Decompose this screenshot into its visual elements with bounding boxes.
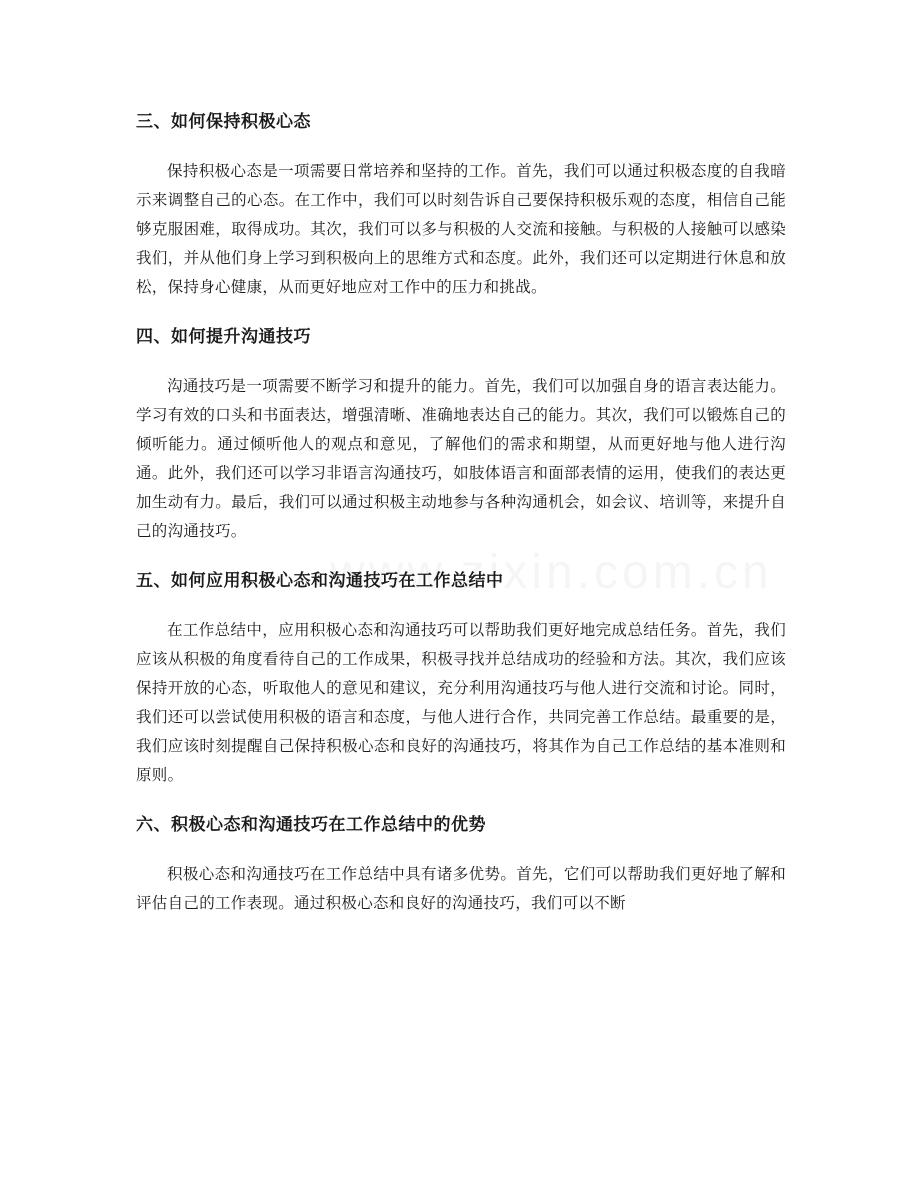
section-paragraph: 积极心态和沟通技巧在工作总结中具有诸多优势。首先，它们可以帮助我们更好地了解和评估自己的工作表现。通过积极心态和良好的沟通技巧，我们可以不断	[136, 865, 786, 912]
section-4	[136, 322, 786, 546]
section-heading: 六、积极心态和沟通技巧在工作总结中的优势	[136, 815, 486, 835]
section-5	[136, 566, 786, 790]
section-heading: 三、如何保持积极心态	[136, 112, 311, 132]
section-6	[136, 810, 786, 918]
section-paragraph: 沟通技巧是一项需要不断学习和提升的能力。首先，我们可以加强自身的语言表达能力。学习有效的口头和书面表达，增强清晰、准确地表达自己的能力。其次，我们可以锻炼自己的倾听能力。通过倾听他人的观点和意见，了解他们的需求和期望，从而更好地与他人进行沟通。此外，我们还可以学习非语言沟通技巧，如肢体语言和面部表情的运用，使我们的表达更加生动有力。最后，我们可以通过积极主动地参与各种沟通机会，如会议、培训等，来提升自己的沟通技巧。	[136, 377, 786, 540]
section-heading: 五、如何应用积极心态和沟通技巧在工作总结中	[136, 571, 504, 591]
section-paragraph: 保持积极心态是一项需要日常培养和坚持的工作。首先，我们可以通过积极态度的自我暗示来调整自己的心态。在工作中，我们可以时刻告诉自己要保持积极乐观的态度，相信自己能够克服困难，取得成功。其次，我们可以多与积极的人交流和接触。与积极的人接触可以感染我们，并从他们身上学习到积极向上的思维方式和态度。此外，我们还可以定期进行休息和放松，保持身心健康，从而更好地应对工作中的压力和挑战。	[136, 162, 786, 296]
section-3	[136, 107, 786, 302]
section-heading: 四、如何提升沟通技巧	[136, 327, 311, 347]
document-body	[136, 107, 786, 938]
section-paragraph: 在工作总结中，应用积极心态和沟通技巧可以帮助我们更好地完成总结任务。首先，我们应该从积极的角度看待自己的工作成果，积极寻找并总结成功的经验和方法。其次，我们应该保持开放的心态，听取他人的意见和建议，充分利用沟通技巧与他人进行交流和讨论。同时，我们还可以尝试使用积极的语言和态度，与他人进行合作，共同完善工作总结。最重要的是，我们应该时刻提醒自己保持积极心态和良好的沟通技巧，将其作为自己工作总结的基本准则和原则。	[136, 621, 786, 784]
